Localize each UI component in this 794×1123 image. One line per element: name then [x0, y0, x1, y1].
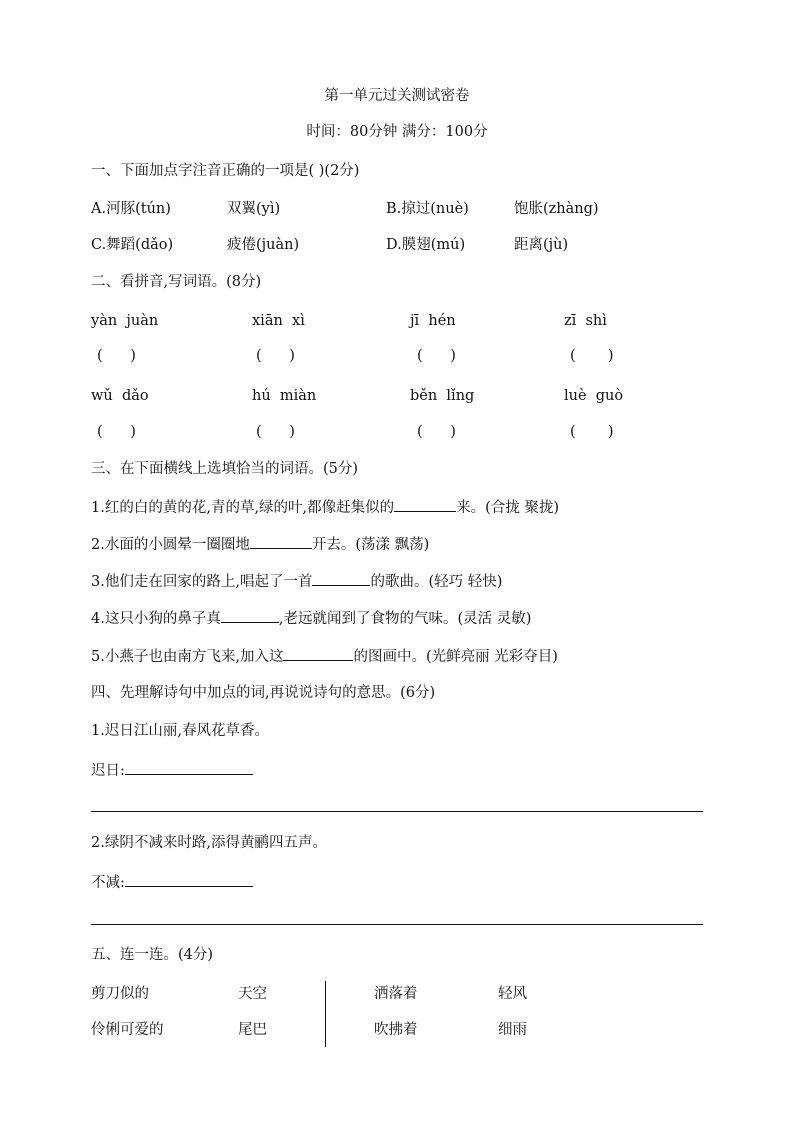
- answer-paren[interactable]: ( ): [570, 424, 614, 440]
- fill-blank[interactable]: [312, 571, 370, 586]
- q1-heading: 一、下面加点字注音正确的一项是( )(2分): [91, 163, 360, 179]
- match-item[interactable]: 剪刀似的: [91, 986, 149, 1002]
- fill-item-text: 4.这只小狗的鼻子真: [91, 611, 221, 627]
- pinyin-item: wǔ dǎo: [91, 388, 149, 404]
- answer-line[interactable]: [91, 924, 703, 925]
- word-label: 不减:: [91, 875, 125, 891]
- q5-heading: 五、连一连。(4分): [91, 947, 214, 963]
- answer-paren[interactable]: ( ): [417, 424, 456, 440]
- answer-paren[interactable]: ( ): [570, 348, 614, 364]
- q3-heading: 三、在下面横线上选填恰当的词语。(5分): [91, 461, 359, 477]
- q1-option: B.掠过(nuè): [386, 201, 469, 217]
- fill-item-text: 的歌曲。(轻巧 轻快): [370, 574, 503, 590]
- fill-item: [91, 646, 558, 667]
- answer-paren[interactable]: ( ): [97, 348, 136, 364]
- q1-option: D.膜翅(mú): [386, 237, 466, 253]
- pinyin-item: yàn juàn: [91, 313, 159, 329]
- word-answer: [91, 760, 253, 781]
- fill-item-text: ,老远就闻到了食物的气味。(灵活 灵敏): [278, 611, 532, 627]
- poem-line: 1.迟日江山丽,春风花草香。: [91, 723, 269, 739]
- pinyin-item: jī hén: [410, 313, 456, 329]
- match-item[interactable]: 尾巴: [238, 1022, 267, 1038]
- fill-blank[interactable]: [221, 608, 279, 623]
- q1-option: 双翼(yì): [227, 201, 281, 217]
- q2-heading: 二、看拼音,写词语。(8分): [91, 274, 262, 290]
- word-blank[interactable]: [125, 760, 253, 775]
- fill-blank[interactable]: [394, 497, 456, 512]
- page-title: 第一单元过关测试密卷: [324, 88, 470, 104]
- match-item[interactable]: 细雨: [498, 1022, 527, 1038]
- fill-blank[interactable]: [283, 646, 353, 661]
- word-blank[interactable]: [125, 872, 253, 887]
- fill-item: [91, 497, 559, 518]
- q1-option: 距离(jù): [514, 237, 569, 253]
- match-item[interactable]: 伶俐可爱的: [91, 1022, 164, 1038]
- fill-item: [91, 608, 531, 629]
- page-subtitle: 时间：80分钟 满分：100分: [306, 124, 488, 140]
- match-item[interactable]: 天空: [238, 986, 267, 1002]
- word-answer: [91, 872, 253, 893]
- match-item[interactable]: 吹拂着: [374, 1022, 418, 1038]
- q1-option: A.河豚(tún): [91, 201, 171, 217]
- fill-item: [91, 571, 502, 592]
- match-item[interactable]: 洒落着: [374, 986, 418, 1002]
- pinyin-item: luè guò: [564, 388, 624, 404]
- fill-item-text: 3.他们走在回家的路上,唱起了一首: [91, 574, 313, 590]
- q4-heading: 四、先理解诗句中加点的词,再说说诗句的意思。(6分): [91, 685, 436, 701]
- answer-paren[interactable]: ( ): [417, 348, 456, 364]
- pinyin-item: hú miàn: [252, 388, 317, 404]
- answer-line[interactable]: [91, 811, 703, 812]
- q1-option: C.舞蹈(dǎo): [91, 237, 174, 253]
- answer-paren[interactable]: ( ): [256, 424, 295, 440]
- fill-item-text: 5.小燕子也由南方飞来,加入这: [91, 649, 284, 665]
- answer-paren[interactable]: ( ): [256, 348, 295, 364]
- column-divider: [325, 981, 326, 1047]
- pinyin-item: běn lǐng: [410, 388, 475, 404]
- pinyin-item: zī shì: [564, 313, 607, 329]
- fill-blank[interactable]: [250, 534, 312, 549]
- poem-line: 2.绿阴不减来时路,添得黄鹂四五声。: [91, 835, 327, 851]
- pinyin-item: xiān xì: [252, 313, 305, 329]
- word-label: 迟日:: [91, 763, 125, 779]
- fill-item-text: 1.红的白的黄的花,青的草,绿的叶,都像赶集似的: [91, 500, 395, 516]
- fill-item-text: 2.水面的小圆晕一圈圈地: [91, 537, 250, 553]
- fill-item: [91, 534, 429, 555]
- fill-item-text: 开去。(荡漾 飘荡): [311, 537, 430, 553]
- fill-item-text: 来。(合拢 聚拢): [456, 500, 560, 516]
- fill-item-text: 的图画中。(光鲜亮丽 光彩夺目): [353, 649, 558, 665]
- q1-option: 饱胀(zhàng): [514, 201, 599, 217]
- q1-option: 疲倦(juàn): [227, 237, 300, 253]
- answer-paren[interactable]: ( ): [97, 424, 136, 440]
- match-item[interactable]: 轻风: [498, 986, 527, 1002]
